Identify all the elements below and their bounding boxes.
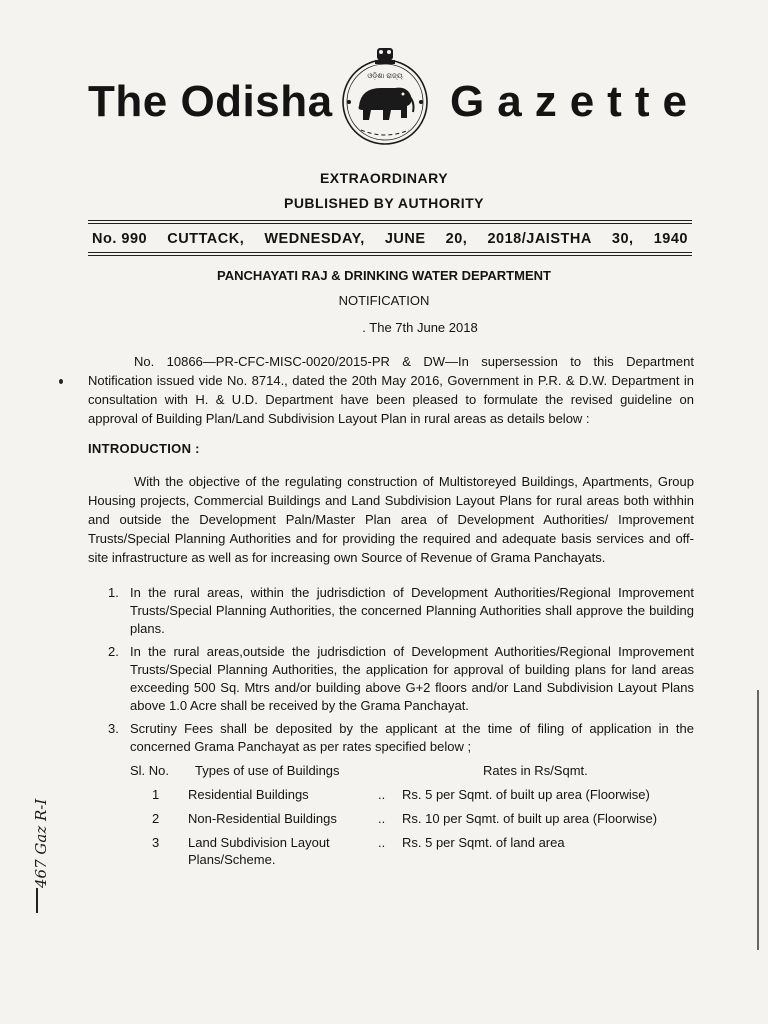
published-by-authority-label: PUBLISHED BY AUTHORITY xyxy=(283,195,484,211)
fee-table-header xyxy=(130,762,690,786)
list-item-number: 2. xyxy=(108,644,119,659)
issue-number: No. 990 xyxy=(92,231,148,247)
row-type: Land Subdivision Layout Plans/Scheme. xyxy=(188,835,330,867)
row-rate: Rs. 5 per Sqmt. of land area xyxy=(402,835,565,850)
issue-year-saka: 2018/JAISTHA xyxy=(487,231,592,247)
svg-text:467 Gaz R-I: 467 Gaz R-I xyxy=(32,798,50,888)
introduction-text: With the objective of the regulating construction of Multistoreyed Buildings, Apartments, Group Housing projects, Commercial Buildings and Land Subdivision Layout Plans for rural areas both withhin and outside the Development Paln/Master Plan area of Development Authorities/ Improvement Trusts/Special Planning Authorities and for providing the required and adequate basis services and off-site infrastructure as well as for increasing own Source of Revenue of Grama Panchayats. xyxy=(88,474,694,565)
margin-dot xyxy=(59,379,63,384)
row-type: Non-Residential Buildings xyxy=(188,811,337,826)
issue-place: CUTTACK, xyxy=(167,231,245,247)
list-item xyxy=(108,720,694,756)
list-item-text: Scrutiny Fees shall be deposited by the applicant at the time of filing of application in the concerned Grama Panchayat as per rates specified below ; xyxy=(130,721,694,754)
odisha-state-emblem-icon xyxy=(331,44,439,148)
divider-bottom-double xyxy=(88,255,692,256)
row-sl: 1 xyxy=(152,787,160,802)
issue-month: JUNE xyxy=(384,231,426,247)
issue-day: 20, xyxy=(445,231,468,247)
divider-top xyxy=(88,220,692,221)
row-dots: .. xyxy=(378,811,386,826)
row-rate: Rs. 10 per Sqmt. of built up area (Floorwise) xyxy=(402,811,658,826)
row-dots: .. xyxy=(378,787,386,802)
list-item xyxy=(108,643,694,715)
list-item-text: In the rural areas, within the judrisdiction of Development Authorities/Regional Improvement Trusts/Special Planning Authorities, the concerned Planning Authorities shall approve the building plans. xyxy=(130,585,694,636)
scan-edge-line xyxy=(757,690,759,950)
table-row xyxy=(130,786,690,810)
masthead-title-left: The Odisha xyxy=(88,77,333,126)
issue-saka-day: 30, xyxy=(611,231,634,247)
svg-text:ଓଡ଼ିଶା ରାଜ୍ୟ: ଓଡ଼ିଶା ରାଜ୍ୟ xyxy=(367,72,403,80)
department-title: PANCHAYATI RAJ & DRINKING WATER DEPARTMENT xyxy=(217,268,551,283)
row-dots: .. xyxy=(378,835,386,850)
issue-weekday: WEDNESDAY, xyxy=(264,231,365,247)
header-sl-no: Sl. No. xyxy=(130,763,170,778)
list-item-number: 1. xyxy=(108,585,119,600)
row-sl: 2 xyxy=(152,811,160,826)
issue-line xyxy=(92,231,688,247)
extraordinary-label: EXTRAORDINARY xyxy=(319,170,449,186)
notification-date: . The 7th June 2018 xyxy=(362,320,478,335)
header-type: Types of use of Buildings xyxy=(195,763,340,778)
list-item xyxy=(108,584,694,638)
opening-paragraph-text: No. 10866—PR-CFC-MISC-0020/2015-PR & DW—In supersession to this Department Notification issued vide No. 8714., dated the 20th May 2016, Government in P.R. & D.W. Department in consultation with H. & U.D. Department have been pleased to formulate the revised guideline on approval of Building Plan/Land Subdivision Layout Plan in rural areas as details below : xyxy=(88,354,694,426)
masthead-title-right: Gazette xyxy=(450,77,700,126)
issue-saka-year: 1940 xyxy=(653,231,688,247)
margin-line xyxy=(36,888,38,913)
row-type: Residential Buildings xyxy=(188,787,309,802)
handwritten-margin-note xyxy=(30,780,52,890)
list-item-text: In the rural areas,outside the judrisdiction of Development Authorities/Regional Improvement Trusts/Special Planning Authorities, the application for approval of building plans for land areas exceeding 500 Sq. Mtrs and/or building above G+2 floors and/or Land Subdivision Layout Plans above 1.0 Acre shall be received by the Grama Panchayat. xyxy=(130,644,694,713)
table-row xyxy=(130,810,690,834)
header-rate: Rates in Rs/Sqmt. xyxy=(483,763,588,778)
divider-top-double xyxy=(88,223,692,224)
opening-paragraph xyxy=(88,352,694,428)
table-row xyxy=(130,834,690,874)
row-sl: 3 xyxy=(152,835,160,850)
introduction-paragraph xyxy=(88,472,694,567)
notification-heading: NOTIFICATION xyxy=(338,293,430,308)
introduction-heading: INTRODUCTION : xyxy=(88,441,200,456)
divider-bottom xyxy=(88,252,692,253)
row-rate: Rs. 5 per Sqmt. of built up area (Floorwise) xyxy=(402,787,650,802)
list-item-number: 3. xyxy=(108,721,119,736)
fee-table xyxy=(130,762,690,874)
